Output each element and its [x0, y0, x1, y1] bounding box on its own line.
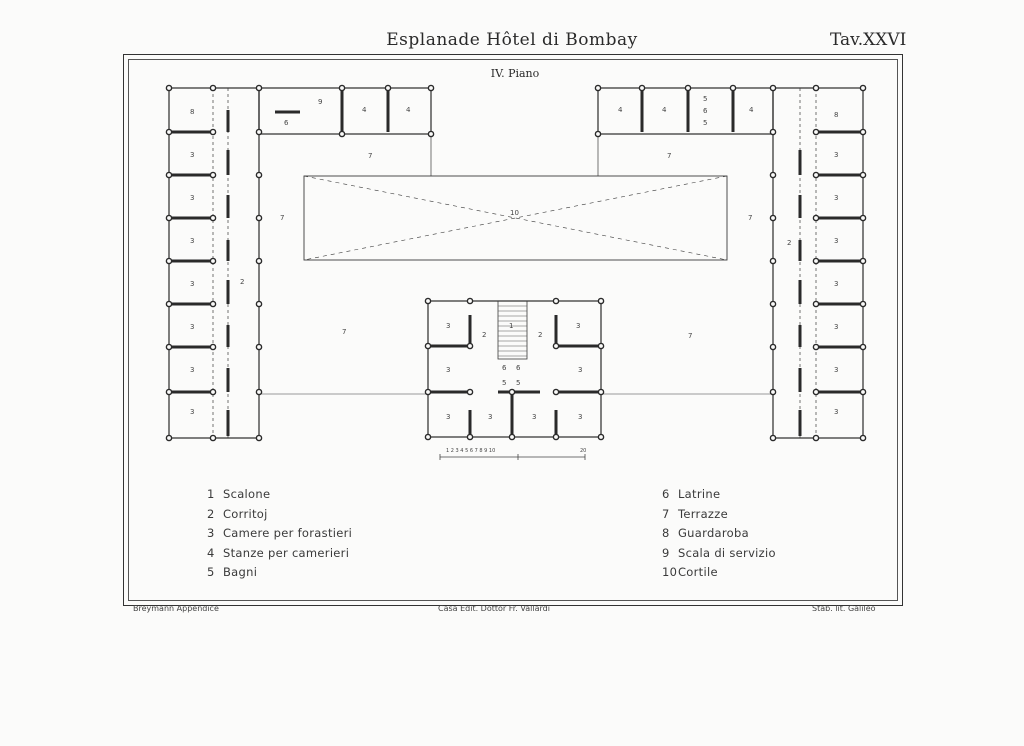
room-label-6: 6: [516, 364, 521, 372]
legend-item-9: 9 Scala di servizio: [662, 545, 776, 560]
room-label-3: 3: [190, 194, 195, 202]
room-label-3: 3: [488, 413, 493, 421]
room-label-5: 5: [703, 95, 708, 103]
legend-item-3: 3 Camere per forastieri: [207, 526, 353, 540]
room-label-3: 3: [446, 366, 451, 374]
grand-staircase: [498, 301, 527, 359]
right-top-bar: [598, 88, 773, 134]
legend-item-2: 2 Corritoj: [207, 506, 268, 521]
room-label-3: 3: [834, 151, 839, 159]
room-label-5: 5: [703, 119, 708, 127]
room-label-2: 2: [538, 331, 543, 339]
room-label-4: 4: [406, 106, 411, 114]
drawing-title: Esplanade Hôtel di Bombay: [386, 30, 638, 50]
scale-bar: [440, 454, 585, 460]
room-label-3: 3: [834, 237, 839, 245]
room-label-2: 2: [240, 278, 245, 286]
room-label-6: 6: [502, 364, 507, 372]
room-label-3: 3: [576, 322, 581, 330]
room-label-3: 3: [834, 323, 839, 331]
room-label-6: 6: [703, 107, 708, 115]
room-label-4: 4: [618, 106, 623, 114]
room-label-3: 3: [190, 366, 195, 374]
room-label-6: 6: [284, 119, 289, 127]
room-label-7: 7: [748, 214, 753, 222]
footer-left: Breymann Appendice: [133, 604, 219, 613]
room-label-3: 3: [190, 280, 195, 288]
legend-item-6: 6 Latrine: [662, 487, 721, 501]
room-label-3: 3: [446, 322, 451, 330]
room-label-8: 8: [190, 108, 195, 116]
room-label-2: 2: [482, 331, 487, 339]
footer-center: Casa Edit. Dottor Fr. Vallardi: [438, 604, 550, 613]
legend-item-4: 4 Stanze per camerieri: [207, 545, 350, 560]
room-label-3: 3: [578, 413, 583, 421]
room-label-5: 5: [516, 379, 521, 387]
legend-item-10: 10 Cortile: [662, 565, 718, 579]
room-label-3: 3: [834, 194, 839, 202]
room-label-3: 3: [190, 323, 195, 331]
legend-left: [207, 485, 352, 583]
legend-item-8: 8 Guardaroba: [662, 526, 749, 540]
room-label-3: 3: [190, 151, 195, 159]
legend-item-5: 5 Bagni: [207, 565, 258, 579]
room-label-8: 8: [834, 111, 839, 119]
room-label-9: 9: [318, 98, 323, 106]
room-label-3: 3: [834, 280, 839, 288]
floor-label: IV. Piano: [490, 67, 540, 80]
legend-right: [662, 485, 776, 583]
plate-number: Tav.XXVI: [830, 30, 907, 50]
room-label-2: 2: [787, 239, 792, 247]
legend-item-7: 7 Terrazze: [662, 506, 728, 521]
room-label-4: 4: [662, 106, 667, 114]
room-label-7: 7: [342, 328, 347, 336]
room-label-5: 5: [502, 379, 507, 387]
room-label-7: 7: [688, 332, 693, 340]
room-label-3: 3: [190, 237, 195, 245]
footer-right: Stab. lit. Galileo: [812, 604, 876, 613]
room-label-3: 3: [834, 408, 839, 416]
room-label-3: 3: [446, 413, 451, 421]
room-label-3: 3: [834, 366, 839, 374]
room-label-3: 3: [190, 408, 195, 416]
scale-bar-end: 20: [580, 448, 587, 454]
room-label-7: 7: [667, 152, 672, 160]
room-label-3: 3: [532, 413, 537, 421]
room-label-3: 3: [578, 366, 583, 374]
room-label-7: 7: [280, 214, 285, 222]
scale-bar-ticks: 1 2 3 4 5 6 7 8 9 10: [446, 448, 496, 454]
room-label-1: 1: [509, 322, 514, 330]
room-label-10: 10: [510, 209, 519, 217]
room-label-7: 7: [368, 152, 373, 160]
room-label-4: 4: [749, 106, 754, 114]
room-label-4: 4: [362, 106, 367, 114]
legend-item-1: 1 Scalone: [207, 487, 271, 501]
